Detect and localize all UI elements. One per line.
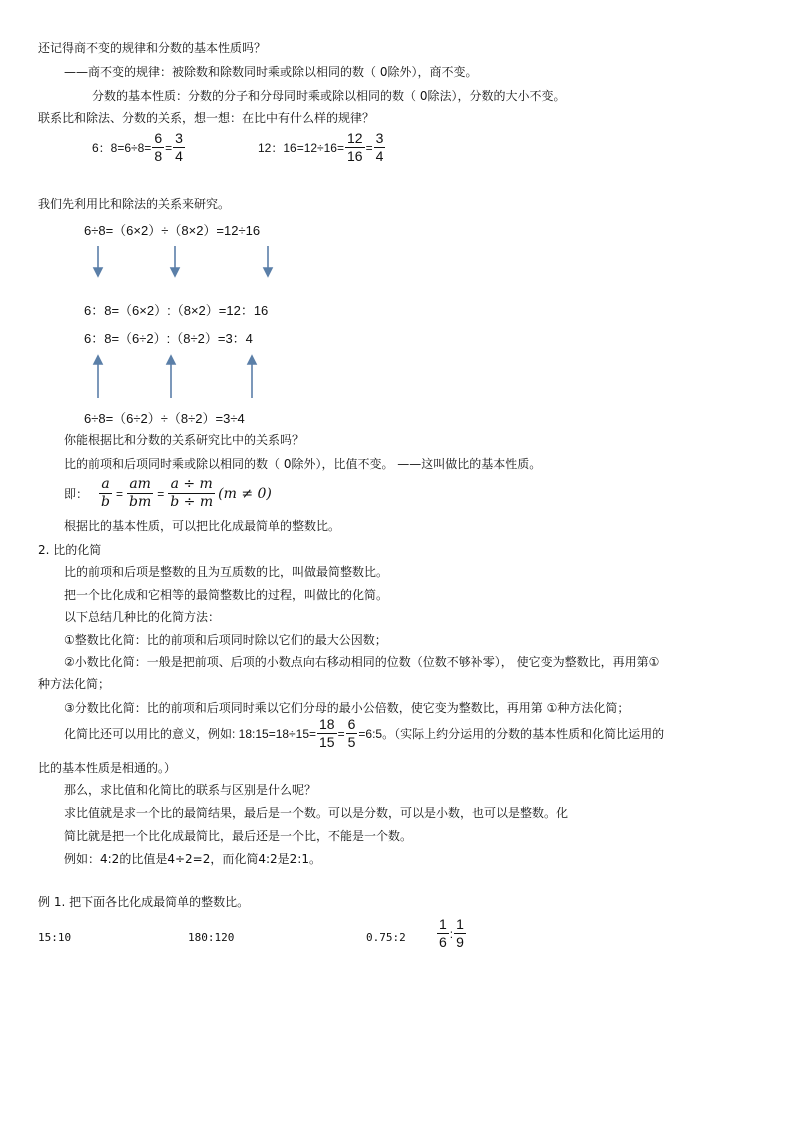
exercise-item: 180:120 — [188, 931, 235, 944]
meaning-example-cont: 比的基本性质是相通的。） — [38, 761, 177, 775]
study-intro: 我们先利用比和除法的关系来研究。 — [38, 197, 231, 211]
ratio-line-divide: 6：8=（6÷2）:（8÷2）=3：4 — [84, 331, 253, 346]
division-line-multiply: 6÷8=（6×2）÷（8×2）=12÷16 — [84, 223, 261, 238]
division-line-divide: 6÷8=（6÷2）÷（8÷2）=3÷4 — [84, 411, 245, 426]
fraction: $\frac{1}{9}$ — [456, 916, 464, 950]
up-arrows — [80, 354, 290, 400]
method-fraction: ③分数比化简：比的前项和后项同时乘以它们分母的最小公倍数，使它变为整数比，再用第 ①种方法化简； — [64, 701, 630, 715]
fraction-a-b: $\frac{a}{b}$ — [101, 476, 110, 510]
property-conclusion: 根据比的基本性质，可以把比化成最简单的整数比。 — [64, 519, 341, 533]
ratio-question: 联系比和除法、分数的关系，想一想：在比中有什么样的规律？ — [38, 111, 375, 125]
exercise-item: 0.75:2 — [366, 931, 406, 944]
ratio-line-multiply: 6：8=（6×2）:（8×2）=12：16 — [84, 303, 269, 318]
example1-heading: 例 1. 把下面各比化成最简单的整数比。 — [38, 895, 250, 909]
exercise-item-fraction: $\frac{1}{6}$ : $\frac{1}{9}$ — [439, 916, 464, 950]
property-formula: 即： $\frac{a}{b}$ = $\frac{am}{bm}$ = $\frac{a \div m}{b \div m}$ (m ≠ 0) — [64, 476, 272, 510]
fraction: $\frac{18}{15}$ — [319, 716, 335, 750]
fraction: $\frac{3}{4}$ — [375, 130, 384, 164]
section-heading: 2. 比的化简 — [38, 543, 102, 557]
fraction-am-bm: $\frac{am}{bm}$ — [129, 476, 152, 510]
example-equation-left: 6：8=6÷8= $\frac{6}{8}$ = $\frac{3}{4}$ — [92, 130, 183, 164]
fraction-adm-bdm: $\frac{a \div m}{b \div m}$ — [170, 476, 214, 510]
down-arrow-head-icon — [94, 268, 102, 276]
fraction: $\frac{6}{8}$ — [154, 130, 163, 164]
down-arrow-head-icon — [171, 268, 179, 276]
down-arrows — [80, 244, 290, 280]
simplest-ratio-definition: 比的前项和后项是整数的且为互质数的比，叫做最简整数比。 — [64, 565, 389, 579]
fraction: $\frac{3}{4}$ — [175, 130, 183, 164]
down-arrow-head-icon — [264, 268, 272, 276]
difference-answer-2: 简比就是把一个比化成最简比，最后还是一个比，不能是一个数。 — [64, 829, 413, 843]
difference-question: 那么，求比值和化简比的联系与区别是什么呢？ — [64, 783, 317, 797]
simplification-definition: 把一个比化成和它相等的最简整数比的过程，叫做比的化简。 — [64, 588, 389, 602]
property-question: 你能根据比和分数的关系研究比中的关系吗？ — [64, 433, 305, 447]
quotient-rule: ——商不变的规律：被除数和除数同时乘或除以相同的数（ 0除外），商不变。 — [64, 65, 478, 79]
method-decimal-cont: 种方法化简； — [38, 677, 111, 691]
intro-question: 还记得商不变的规律和分数的基本性质吗？ — [38, 41, 267, 55]
difference-answer-1: 求比值就是求一个比的最简结果，最后是一个数。可以是分数，可以是小数，也可以是整数。化 — [64, 806, 569, 820]
fraction: $\frac{1}{6}$ — [439, 916, 447, 950]
fraction-property: 分数的基本性质：分数的分子和分母同时乘或除以相同的数（ 0除法），分数的大小不变。 — [92, 89, 566, 103]
method-integer: ①整数比化简：比的前项和后项同时除以它们的最大公因数； — [64, 633, 387, 647]
meaning-example: 化简比还可以用比的意义，例如: 18:15=18÷15= $\frac{18}{15}$ = $\frac{6}{5}$ =6:5。（实际上约分运用的分数的基本性质和化简比运用的 — [64, 716, 665, 750]
method-decimal: ②小数比化简：一般是把前项、后项的小数点向右移动相同的位数（位数不够补零）， 使它变为整数比，再用第① — [64, 655, 660, 669]
methods-intro: 以下总结几种比的化简方法： — [64, 610, 221, 624]
exercise-item: 15:10 — [38, 931, 72, 944]
fraction: $\frac{6}{5}$ — [347, 716, 356, 750]
fraction: $\frac{12}{16}$ — [347, 130, 363, 164]
example-equation-right: 12：16=12÷16= $\frac{12}{16}$ = $\frac{3}{4}$ — [258, 130, 384, 164]
difference-example: 例如：4:2的比值是4÷2=2，而化简4:2是2:1。 — [64, 852, 321, 866]
property-statement: 比的前项和后项同时乘或除以相同的数（ 0除外），比值不变。 ——这叫做比的基本性质。 — [64, 457, 542, 471]
